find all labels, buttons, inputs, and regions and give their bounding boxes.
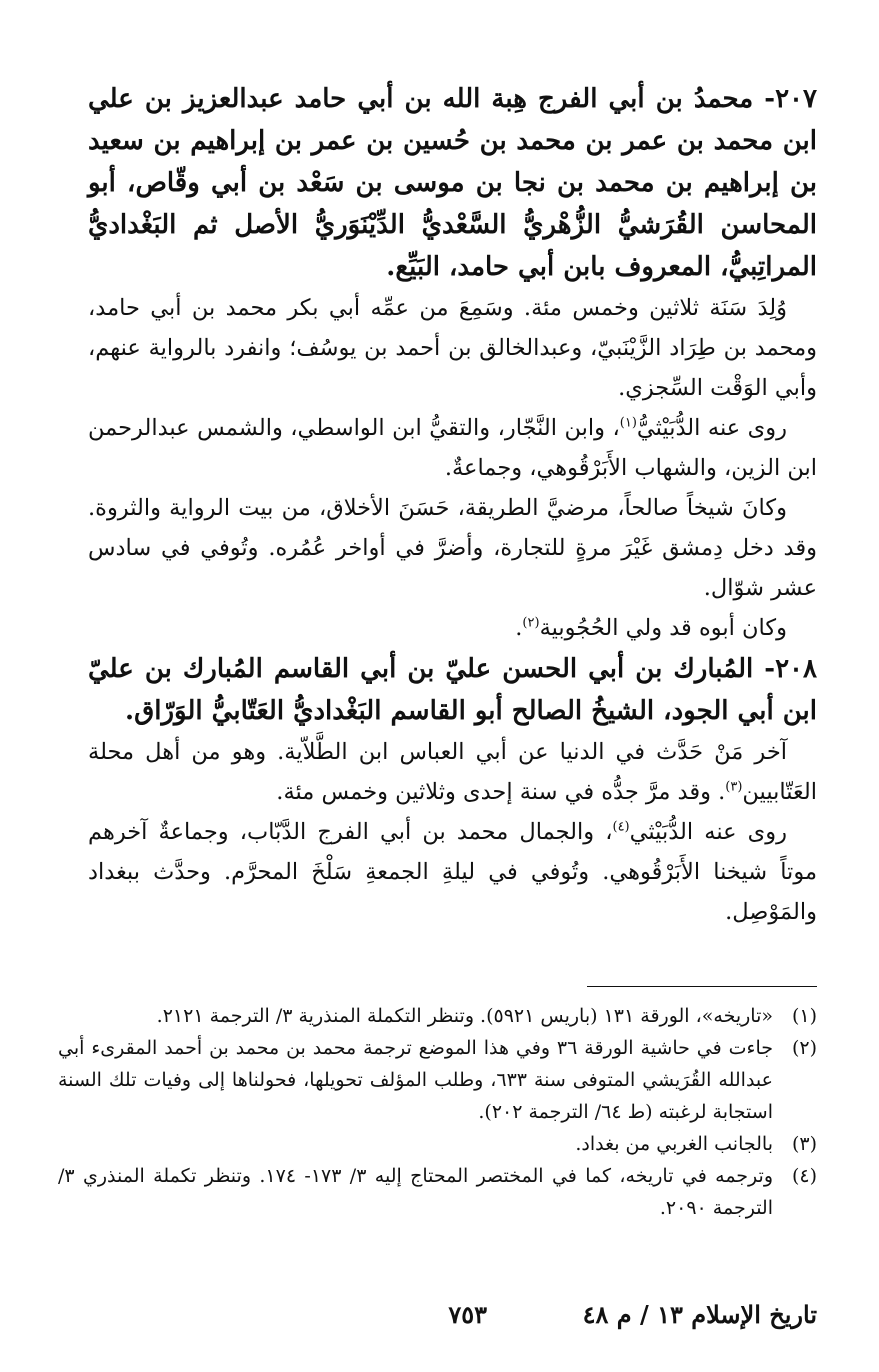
- entry-208-heading: ٢٠٨- المُبارك بن أبي الحسن عليّ بن أبي القاسم المُبارك بن عليّ ابن أبي الجود، الشيخُ الصالح أبو القاسم البَغْداديُّ العَتّابيُّ الوَرّاق.: [88, 654, 817, 726]
- footnote-text: جاءت في حاشية الورقة ٣٦ وفي هذا الموضع ترجمة محمد بن محمد بن أحمد المقرىء أبي عبدالله القُرَيشي المتوفى سنة ٦٣٣، وطلب المؤلف تحويلها، فحولناها إلى وفيات تلك السنة استجابة لرغبته (ط ٦٤/ الترجمة ٢٠٢).: [58, 1037, 773, 1123]
- page-footer: [90, 1300, 817, 1340]
- footnote-text: بالجانب الغربي من بغداد.: [575, 1133, 773, 1155]
- footnote-number: (٣): [791, 1133, 817, 1155]
- entry-207-heading: ٢٠٧- محمدُ بن أبي الفرج هِبة الله بن أبي حامد عبدالعزيز بن علي ابن محمد بن عمر بن محمد بن حُسين بن عمر بن إبراهيم بن سعيد بن إبراهيم بن محمد بن نجا بن موسى بن سَعْد بن أبي وقّاص، أبو المحاسن القُرَشيُّ الزُّهْريُّ السَّعْديُّ الدِّيْنَوَريُّ الأصل ثم البَغْداديُّ المراتِبيُّ، المعروف بابن أبي حامد، البَيِّع.: [88, 84, 817, 282]
- footnote-ref-1[interactable]: (١): [619, 415, 637, 431]
- footnote-separator: [587, 986, 817, 987]
- footnote-number: (٤): [791, 1165, 817, 1187]
- entry-207-narrators-text-a: روى عنه الدُّبَيْثيُّ: [636, 415, 787, 441]
- entry-208-last-narrator-text-a: آخر مَنْ حَدَّث في الدنيا عن أبي العباس ابن الطَّلاّية. وهو من أهل محلة العَتّابيين: [88, 739, 817, 805]
- footnotes-section: [58, 1000, 817, 1224]
- entry-208-last-narrator-paragraph: [88, 732, 817, 812]
- entry-208-narrators-paragraph: [88, 812, 817, 932]
- book-title-volume: تاريخ الإسلام ١٣ / م ٤٨: [582, 1300, 817, 1329]
- footnote-number: (١): [791, 1005, 817, 1027]
- footnote-ref-2[interactable]: (٢): [522, 615, 540, 631]
- entry-208-narrators-text-b: ، والجمال محمد بن أبي الفرج الدَّبّاب، وجماعةٌ آخرهم موتاً شيخنا الأَبَرْقُوهي. وتُوفي في ليلةِ الجمعةِ سَلْخَ المحرَّم. وحدَّث ببغداد والمَوْصِل.: [88, 819, 817, 925]
- entry-207-father-text-a: وكان أبوه قد ولي الحُجُوبية: [539, 615, 787, 641]
- entry-207-narrators-paragraph: [88, 408, 817, 488]
- footnote-text: «تاريخه»، الورقة ١٣١ (باريس ٥٩٢١). وتنظر التكملة المنذرية ٣/ الترجمة ٢١٢١.: [156, 1005, 773, 1027]
- page-number: ٧٥٣: [448, 1300, 487, 1329]
- footnote-4: [58, 1160, 817, 1224]
- footnote-1: [58, 1000, 817, 1032]
- footnote-number: (٢): [791, 1037, 817, 1059]
- entry-207-narrators-text-b: ، وابن النَّجّار، والتقيُّ ابن الواسطي، والشمس عبدالرحمن ابن الزين، والشهاب الأَبَرْقُوهي، وجماعةٌ.: [88, 415, 817, 481]
- footnote-3: [58, 1128, 817, 1160]
- footnote-text: وترجمه في تاريخه، كما في المختصر المحتاج إليه ٣/ ١٧٣- ١٧٤. وتنظر تكملة المنذري ٣/ الترجمة ٢٠٩٠.: [58, 1165, 774, 1219]
- footnote-2: [58, 1032, 817, 1128]
- entry-207-character-paragraph: وكانَ شيخاً صالحاً، مرضيَّ الطريقة، حَسَنَ الأخلاق، من بيت الرواية والثروة. وقد دخل دِمشق غَيْرَ مرةٍ للتجارة، وأضرَّ في أواخر عُمُره. وتُوفي في سادس عشر شوّال.: [88, 495, 817, 601]
- entry-207-father-paragraph: [88, 608, 817, 648]
- entry-208-narrators-text-a: روى عنه الدُّبَيْثي: [629, 819, 788, 845]
- entry-208-last-narrator-text-b: . وقد مرَّ جدُّه في سنة إحدى وثلاثين وخمس مئة.: [276, 779, 726, 805]
- entry-207-father-text-b: .: [515, 615, 523, 641]
- footnote-ref-3[interactable]: (٣): [725, 779, 743, 795]
- entry-207-birth-paragraph: وُلِدَ سَنَة ثلاثين وخمس مئة. وسَمِعَ من عمِّه أبي بكر محمد بن أبي حامد، ومحمد بن طِرَاد الزَّيْنَبيّ، وعبدالخالق بن أحمد بن يوسُف؛ وانفرد بالرواية عنهم، وأبي الوَقْت السِّجزي.: [88, 295, 817, 401]
- footnote-ref-4[interactable]: (٤): [612, 819, 630, 835]
